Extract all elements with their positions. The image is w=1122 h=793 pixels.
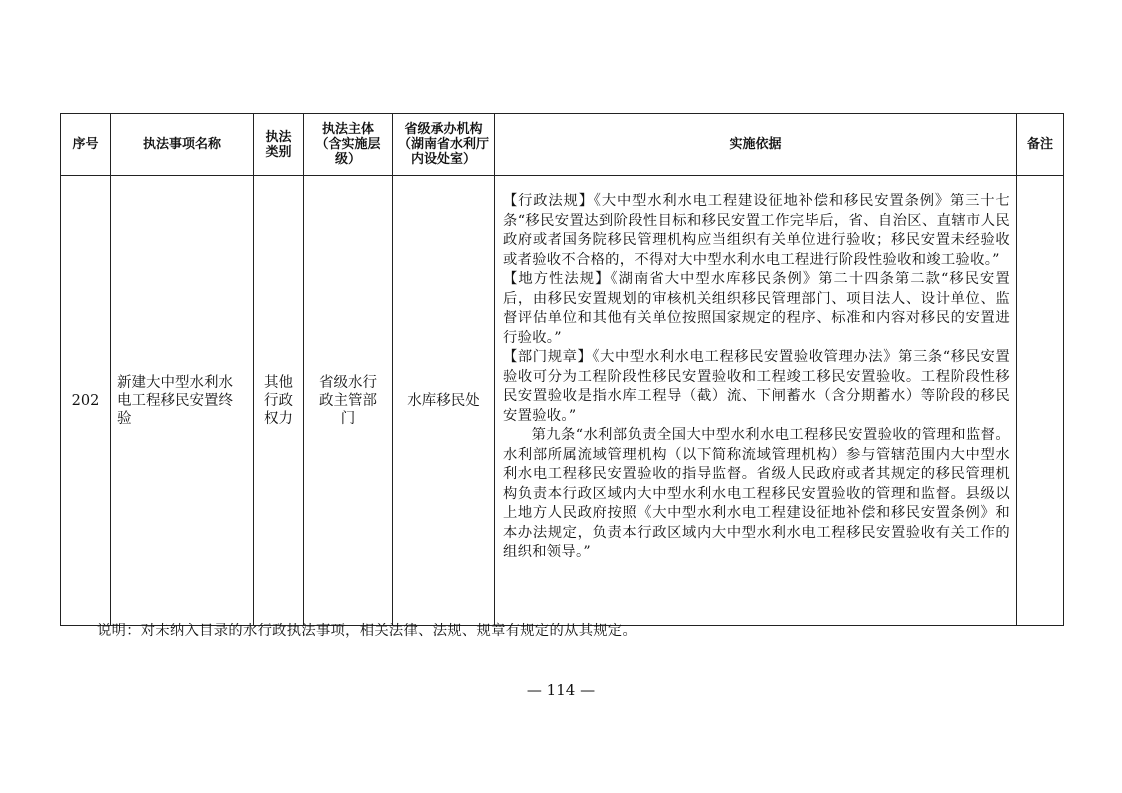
header-provincial-org: 省级承办机构（湖南省水利厅内设处室） (393, 114, 495, 176)
row-item-name: 新建大中型水利水电工程移民安置终验 (111, 176, 254, 626)
row-remarks (1017, 176, 1064, 626)
page-number: — 114 — (526, 681, 596, 699)
basis-article-nine: 第九条“水利部负责全国大中型水利水电工程移民安置验收的管理和监督。水利部所属流域管理机构（以下简称流域管理机构）参与管辖范围内大中型水利水电工程移民安置验收的指导监督。省级人民政府或者其规定的移民管理机构负责本行政区域内大中型水利水电工程移民安置验收的管理和监督。县级以上地方人民政府按照《大中型水利水电工程建设征地补偿和移民安置条例》和本办法规定，负责本行政区域内大中型水利水电工程移民安置验收有关工作的组织和领导。” (503, 427, 1010, 560)
header-seq: 序号 (61, 114, 111, 176)
table-row (61, 176, 1064, 626)
header-category: 执法类别 (254, 114, 304, 176)
header-item-name: 执法事项名称 (111, 114, 254, 176)
basis-department-rule: 【部门规章】《大中型水利水电工程移民安置验收管理办法》第三条“移民安置验收可分为工程阶段性移民安置验收和工程竣工移民安置验收。工程阶段性移民安置验收是指水库工程导（截）流、下闸蓄水（含分期蓄水）等阶段的移民安置验收。” (503, 349, 1010, 424)
row-category: 其他行政权力 (254, 176, 304, 626)
table-header-row (61, 114, 1064, 176)
row-subject: 省级水行政主管部门 (304, 176, 393, 626)
enforcement-items-table (60, 113, 1064, 626)
basis-local-regulation: 【地方性法规】《湖南省大中型水库移民条例》第二十四条第二款“移民安置后，由移民安置规划的审核机关组织移民管理部门、项目法人、设计单位、监督评估单位和其他有关单位按照国家规定的程序、标准和内容对移民的安置进行验收。” (503, 271, 1010, 346)
row-basis (495, 176, 1017, 626)
header-subject: 执法主体（含实施层级） (304, 114, 393, 176)
basis-admin-regulation: 【行政法规】《大中型水利水电工程建设征地补偿和移民安置条例》第三十七条“移民安置达到阶段性目标和移民安置工作完毕后，省、自治区、直辖市人民政府或者国务院移民管理机构应当组织有关单位进行验收；移民安置未经验收或者验收不合格的，不得对大中型水利水电工程进行阶段性验收和竣工验收。” (503, 193, 1010, 268)
header-basis: 实施依据 (495, 114, 1017, 176)
footnote: 说明：对未纳入目录的水行政执法事项，相关法律、法规、规章有规定的从其规定。 (97, 623, 638, 639)
header-remarks: 备注 (1017, 114, 1064, 176)
row-seq: 202 (61, 176, 111, 626)
row-provincial-org: 水库移民处 (393, 176, 495, 626)
